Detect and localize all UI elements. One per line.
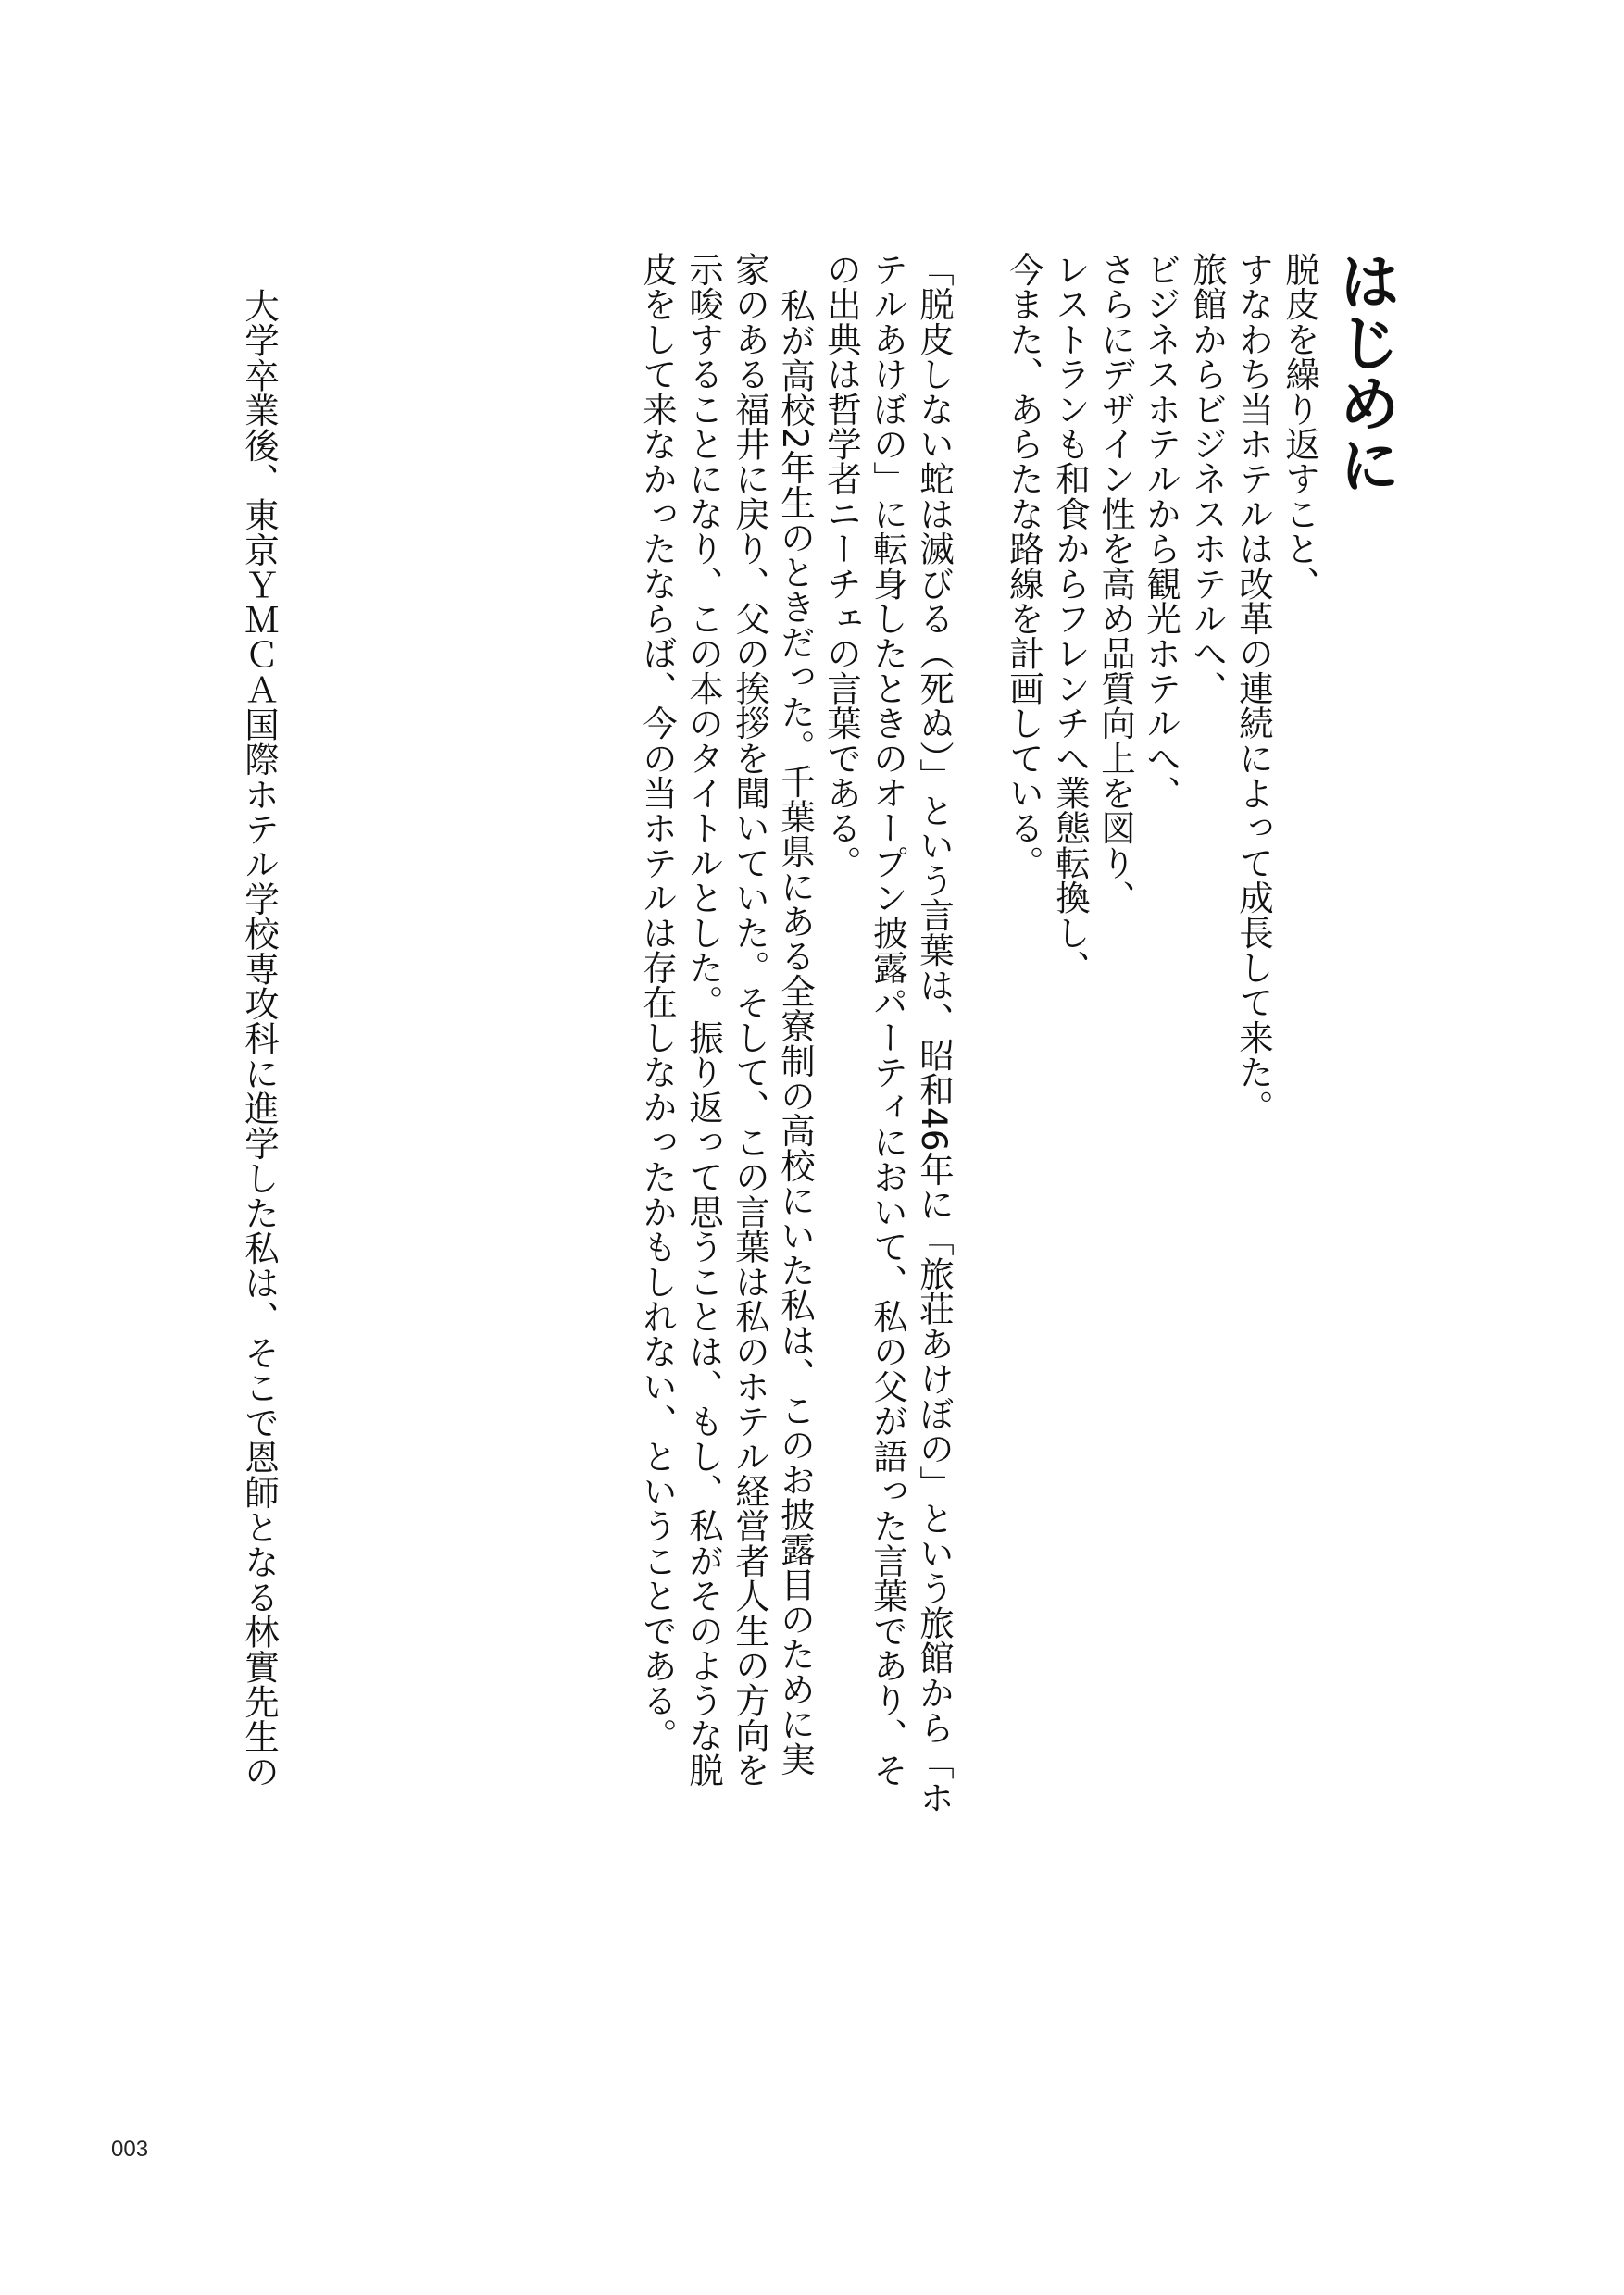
text-line-5: さらにデザイン性を高め品質向上を図り、 [1095, 252, 1136, 916]
text-line-15: 大学卒業後、東京ＹＭＣＡ国際ホテル学校専攻科に進学した私は、そこで恩師となる林實先生の [239, 288, 280, 1790]
text-line-1: 脱皮を繰り返すこと、 [1280, 252, 1320, 601]
text-line-8: 「脱皮しない蛇は滅びる（死ぬ）」という言葉は、昭和46年に「旅荘あけぼの」という旅館から「ホ [914, 252, 955, 1815]
page-number: 003 [111, 2137, 149, 2162]
text-line-9: テルあけぼの」に転身したときのオープン披露パーティにおいて、私の父が語った言葉であり、そ [868, 252, 908, 1788]
text-line-3: 旅館からビジネスホテルへ、 [1187, 252, 1228, 706]
text-line-6: レストランも和食からフレンチへ業態転換し、 [1050, 252, 1091, 985]
text-line-2: すなわち当ホテルは改革の連続によって成長して来た。 [1233, 252, 1274, 1125]
text-line-11: 私が高校2年生のときだった。千葉県にある全寮制の高校にいた私は、このお披露目のために実 [775, 288, 816, 1777]
page-title: はじめに [1329, 250, 1400, 494]
text-line-4: ビジネスホテルから観光ホテルへ、 [1141, 252, 1181, 811]
text-line-10: の出典は哲学者ニーチェの言葉である。 [821, 252, 862, 880]
text-line-7: 今また、あらたな路線を計画している。 [1004, 252, 1044, 880]
text-line-12: 家のある福井に戻り、父の挨拶を聞いていた。そして、この言葉は私のホテル経営者人生の方向を [730, 252, 770, 1788]
text-line-14: 皮をして来なかったならば、今の当ホテルは存在しなかったかもしれない、ということである。 [637, 252, 678, 1753]
text-line-13: 示唆することになり、この本のタイトルとした。振り返って思うことは、もし、私がそのような脱 [683, 252, 724, 1788]
